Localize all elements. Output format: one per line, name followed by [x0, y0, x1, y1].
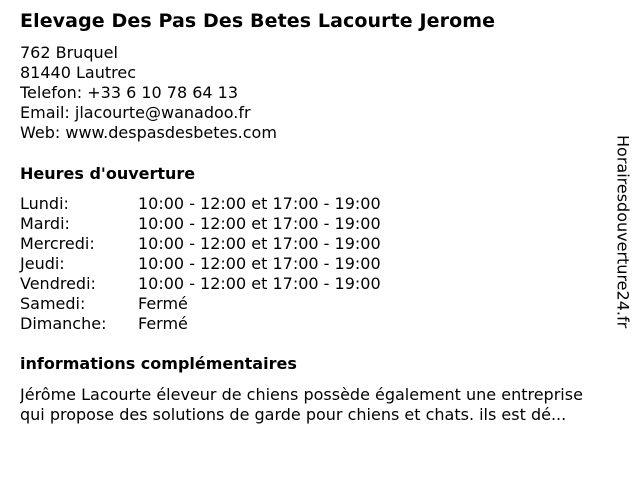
hours-day: Vendredi: [20, 274, 96, 293]
hours-time: 10:00 - 12:00 et 17:00 - 19:00 [138, 214, 381, 233]
info-heading: informations complémentaires [20, 354, 297, 373]
hours-day: Jeudi: [20, 254, 65, 273]
info-line: qui propose des solutions de garde pour chiens et chats. ils est dé... [20, 405, 567, 424]
hours-day: Dimanche: [20, 314, 107, 333]
watermark-text: Horairesdouverture24.fr [613, 135, 633, 329]
hours-row-mardi [20, 214, 381, 234]
hours-row-lundi [20, 194, 381, 214]
hours-time: 10:00 - 12:00 et 17:00 - 19:00 [138, 254, 381, 273]
hours-time: 10:00 - 12:00 et 17:00 - 19:00 [138, 194, 381, 213]
hours-day: Mercredi: [20, 234, 95, 253]
info-description [20, 385, 630, 425]
opening-hours-table [20, 194, 381, 334]
hours-row-vendredi [20, 274, 381, 294]
hours-day: Lundi: [20, 194, 69, 213]
hours-row-mercredi [20, 234, 381, 254]
hours-time: 10:00 - 12:00 et 17:00 - 19:00 [138, 274, 381, 293]
address-city: 81440 Lautrec [20, 63, 136, 82]
website-link[interactable]: Web: www.despasdesbetes.com [20, 123, 277, 142]
hours-time: Fermé [138, 314, 188, 333]
email-address[interactable]: Email: jlacourte@wanadoo.fr [20, 103, 251, 122]
hours-row-dimanche [20, 314, 381, 334]
info-line: Jérôme Lacourte éleveur de chiens possède également une entreprise [20, 385, 583, 404]
hours-time: 10:00 - 12:00 et 17:00 - 19:00 [138, 234, 381, 253]
site-watermark [612, 135, 634, 345]
business-title: Elevage Des Pas Des Betes Lacourte Jerome [20, 10, 496, 32]
phone-number[interactable]: Telefon: +33 6 10 78 64 13 [20, 83, 239, 102]
hours-row-jeudi [20, 254, 381, 274]
contact-block [20, 43, 277, 143]
hours-time: Fermé [138, 294, 188, 313]
hours-row-samedi [20, 294, 381, 314]
address-street: 762 Bruquel [20, 43, 118, 62]
hours-heading: Heures d'ouverture [20, 164, 196, 183]
hours-day: Samedi: [20, 294, 86, 313]
hours-day: Mardi: [20, 214, 70, 233]
